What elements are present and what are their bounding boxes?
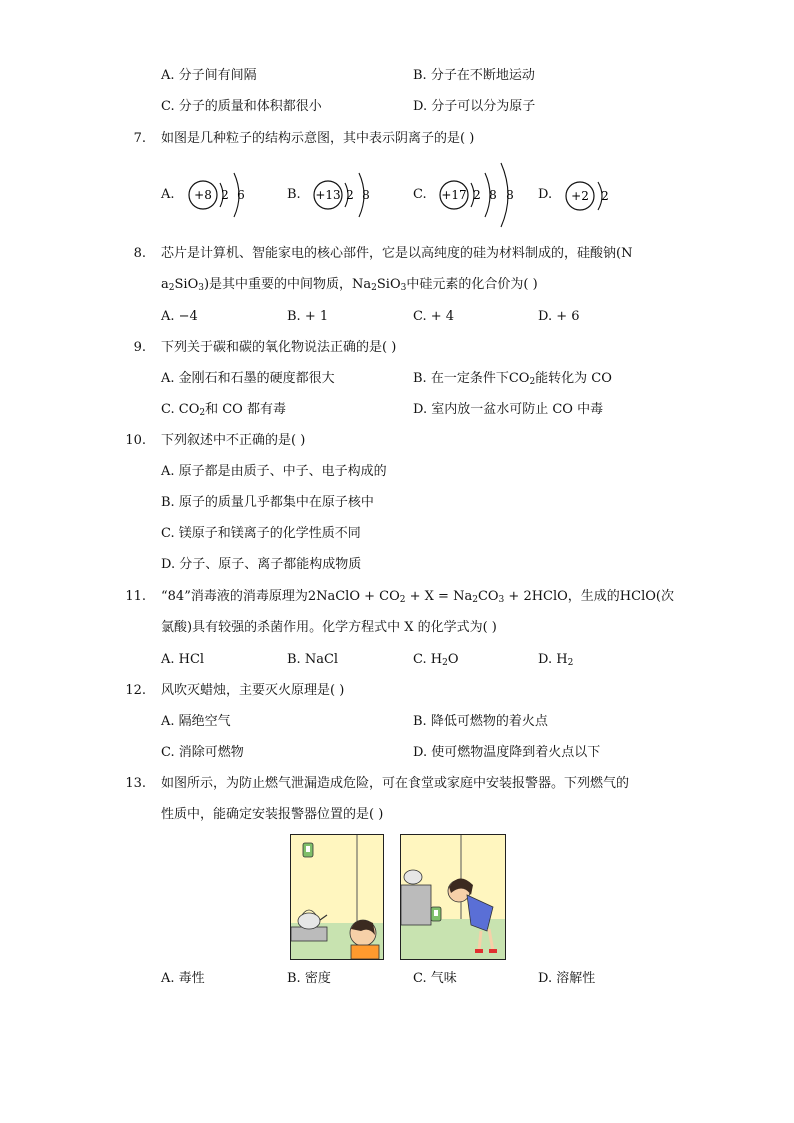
q11-option-d: D. $H_2$ (538, 652, 574, 668)
q11-stem-line1: “84”消毒液的消毒原理为2NaClO + $CO_2 + X = Na_2CO_3$ + 2HClO，生成的HClO(次 (161, 589, 674, 605)
shell-electrons-2: 8 (489, 188, 497, 202)
q12-option-c: C. 消除可燃物 (161, 745, 244, 760)
q6-option-b: B. 分子在不断地运动 (413, 68, 535, 83)
q7-number: 7. (133, 131, 146, 146)
q7-label-c: C. (413, 187, 427, 202)
q11-number: 11. (125, 589, 146, 604)
q13-option-d: D. 溶解性 (538, 971, 596, 986)
shell-electrons-1: 2 (601, 189, 609, 203)
q9-option-a: A. 金刚石和石墨的硬度都很大 (161, 371, 335, 386)
shell-electrons-1: 2 (473, 188, 481, 202)
q13-option-b: B. 密度 (287, 971, 331, 986)
q8-stem-line1: 芯片是计算机、智能家电的核心部件，它是以高纯度的硅为材料制成的，硅酸钠(N (161, 246, 633, 261)
q13-stem-line1: 如图所示，为防止燃气泄漏造成危险，可在食堂或家庭中安装报警器。下列燃气的 (161, 776, 630, 791)
q7-label-a: A. (161, 187, 175, 202)
q12-option-a: A. 隔绝空气 (161, 714, 231, 729)
q10-option-b: B. 原子的质量几乎都集中在原子核中 (161, 495, 374, 510)
q7-label-b: B. (287, 187, 301, 202)
q13-number: 13. (125, 776, 146, 791)
q13-option-c: C. 气味 (413, 971, 457, 986)
shell-electrons-2: 8 (362, 188, 370, 202)
illustration-detector-high (290, 834, 384, 960)
q8-option-c: C. + 4 (413, 309, 455, 324)
shell-electrons-1: 2 (221, 188, 229, 202)
nucleus-charge: +8 (194, 188, 212, 202)
q11-option-b: B. NaCl (287, 652, 339, 667)
stove-icon (401, 885, 431, 925)
q6-option-d: D. 分子可以分为原子 (413, 99, 536, 114)
nucleus-charge: +17 (441, 188, 467, 202)
q8-option-b: B. + 1 (287, 309, 329, 324)
shell-electrons-1: 2 (346, 188, 354, 202)
atom-diagram-a (186, 165, 256, 225)
q9-option-d: D. 室内放一盆水可防止 CO 中毒 (413, 402, 604, 417)
q8-number: 8. (133, 246, 146, 261)
q13-stem-line2: 性质中，能确定安装报警器位置的是( ) (161, 807, 384, 822)
q7-stem: 如图是几种粒子的结构示意图，其中表示阴离子的是( ) (161, 131, 475, 146)
q9-stem: 下列关于碳和碳的氧化物说法正确的是( ) (161, 340, 397, 355)
shell-electrons-2: 6 (237, 188, 245, 202)
q10-number: 10. (125, 433, 146, 448)
kettle-icon (298, 913, 320, 929)
q9-number: 9. (133, 340, 146, 355)
atom-diagram-b (311, 165, 381, 225)
q10-option-c: C. 镁原子和镁离子的化学性质不同 (161, 526, 361, 541)
q11-stem-line2: 氯酸)具有较强的杀菌作用。化学方程式中 X 的化学式为( ) (161, 620, 497, 635)
q8-option-a: A. −4 (161, 309, 198, 324)
atom-diagram-c (437, 160, 522, 230)
q10-option-d: D. 分子、原子、离子都能构成物质 (161, 557, 362, 572)
q7-label-d: D. (538, 187, 553, 202)
q10-option-a: A. 原子都是由质子、中子、电子构成的 (161, 464, 387, 479)
q6-option-a: A. 分子间有间隔 (161, 68, 257, 83)
q8-stem-line2: $a_2SiO_3$)是其中重要的中间物质，$Na_2SiO_3$中硅元素的化合价为( ) (161, 277, 538, 293)
nucleus-charge: +13 (315, 188, 341, 202)
q10-stem: 下列叙述中不正确的是( ) (161, 433, 306, 448)
q12-stem: 风吹灭蜡烛，主要灭火原理是( ) (161, 683, 345, 698)
q12-option-d: D. 使可燃物温度降到着火点以下 (413, 745, 601, 760)
q8-option-d: D. + 6 (538, 309, 580, 324)
nucleus-charge: +2 (571, 189, 589, 203)
pot-icon (404, 870, 422, 884)
illustration-detector-low (400, 834, 506, 960)
q9-option-c: C. $CO_2$和 CO 都有毒 (161, 402, 286, 418)
shell-electrons-3: 8 (506, 188, 514, 202)
q11-option-c: C. $H_2O$ (413, 652, 459, 668)
q12-option-b: B. 降低可燃物的着火点 (413, 714, 548, 729)
q11-option-a: A. HCl (161, 652, 205, 667)
q9-option-b: B. 在一定条件下$CO_2$能转化为 CO (413, 371, 612, 387)
q6-option-c: C. 分子的质量和体积都很小 (161, 99, 322, 114)
atom-diagram-d (563, 170, 618, 222)
q12-number: 12. (125, 683, 146, 698)
q13-option-a: A. 毒性 (161, 971, 205, 986)
